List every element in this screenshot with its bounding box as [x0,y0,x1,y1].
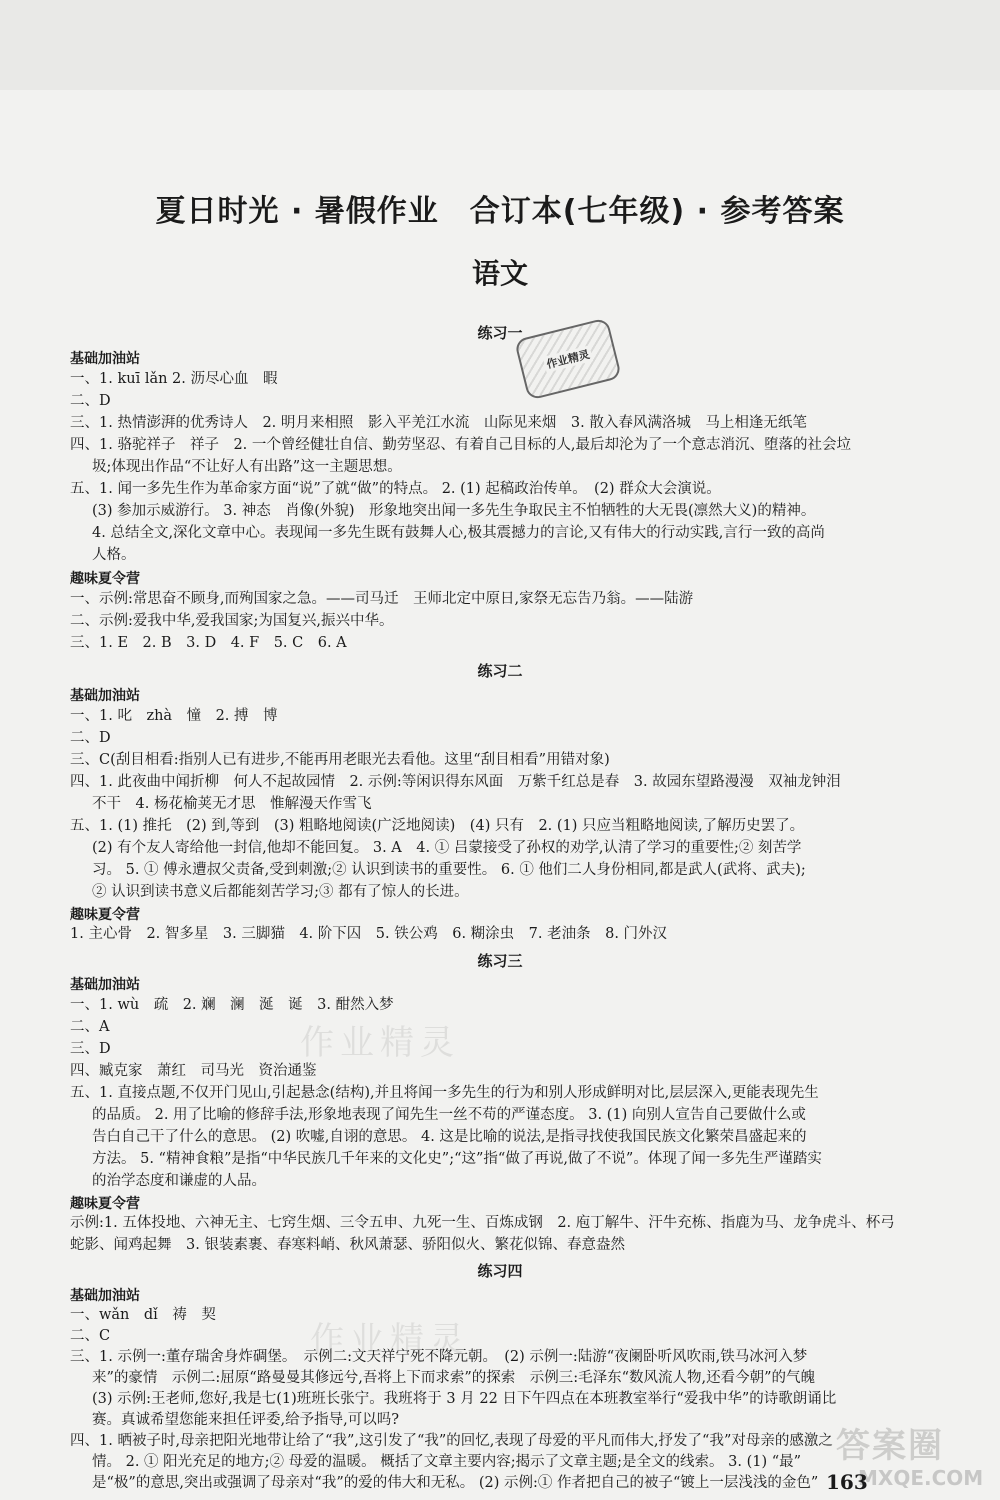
ex2-line: 二、D [70,730,111,746]
page-number: 163 [826,1470,868,1494]
exercise-3-title: 练习三 [477,952,523,970]
exercise-3-fun-heading: 趣味夏令营 [70,1196,140,1212]
ex3-line: 二、A [70,1019,110,1035]
ex3-line: 的治学态度和谦虚的人品。 [92,1173,266,1189]
watermark-center: 作业精灵 [300,1023,460,1063]
ex3-fun-line: 蛇影、闻鸡起舞 3. 银装素裹、春寒料峭、秋风萧瑟、骄阳似火、繁花似锦、春意盎然 [70,1237,625,1253]
ex1-line: 圾;体现出作品“不让好人有出路”这一主题思想。 [92,459,402,475]
ex1-line: 四、1. 骆驼祥子 祥子 2. 一个曾经健壮自信、勤劳坚忍、有着自己目标的人,最后却沦为了一个意志消沉、堕落的社会垃 [70,437,851,453]
ex3-line: 告白自己干了什么的意思。 (2) 吹嘘,自诩的意思。 4. 这是比喻的说法,是指寻找使我国民族文化繁荣昌盛起来的 [92,1129,807,1145]
ex3-line: 四、臧克家 萧红 司马光 资治通鉴 [70,1063,317,1079]
ex3-line: 方法。 5. “精神食粮”是指“中华民族几千年来的文化史”;“这”指“做了再说,做了不说”。体现了闻一多先生严谨踏实 [92,1151,822,1167]
ex3-line: 的品质。 2. 用了比喻的修辞手法,形象地表现了闻先生一丝不苟的严谨态度。 3. (1) 向别人宣告自己要做什么或 [92,1107,806,1123]
exercise-4-title: 练习四 [477,1262,523,1280]
ex2-fun-line: 1. 主心骨 2. 智多星 3. 三脚猫 4. 阶下囚 5. 铁公鸡 6. 糊涂虫 7. 老油条 8. 门外汉 [70,926,668,942]
watermark-lower: 作业精灵 [310,1320,470,1360]
ex4-line: 赛。真诚希望您能来担任评委,给予指导,可以吗? [92,1412,399,1428]
exercise-3-basic-heading: 基础加油站 [70,977,140,993]
ex2-line: 三、C(刮目相看:指别人已有进步,不能再用老眼光去看他。这里“刮目相看”用错对象) [70,752,610,768]
ex1-line: 三、1. 热情澎湃的优秀诗人 2. 明月来相照 影入平羌江水流 山际见来烟 3. 散入春风满洛城 马上相逢无纸笔 [70,415,807,431]
stamp-text: 作业精灵 [543,345,593,372]
ex1-fun-line: 一、示例:常思奋不顾身,而殉国家之急。——司马迁 王师北定中原日,家祭无忘告乃翁。——陆游 [70,591,694,607]
ex2-line: 习。 5. ① 傅永遭叔父责备,受到刺激;② 认识到读书的重要性。 6. ① 他们二人身份相同,都是武人(武将、武夫); [92,862,806,878]
ex3-line: 三、D [70,1041,111,1057]
exercise-1-basic-heading: 基础加油站 [70,351,140,367]
exercise-1-fun-heading: 趣味夏令营 [70,571,140,587]
ex1-line: 五、1. 闻一多先生作为革命家方面“说”了就“做”的特点。 2. (1) 起稿政治传单。 (2) 群众大会演说。 [70,481,721,497]
ex1-fun-line: 三、1. E 2. B 3. D 4. F 5. C 6. A [70,635,347,651]
exercise-2-title: 练习二 [477,662,523,680]
ex4-line: 情。 2. ① 阳光充足的地方;② 母爱的温暖。 概括了文章主要内容;揭示了文章主题;是全文的线索。 3. (1) “最” [92,1454,802,1470]
exercise-2-fun-heading: 趣味夏令营 [70,907,140,923]
ex4-line: 来”的豪情 示例二:屈原“路曼曼其修远兮,吾将上下而求索”的探索 示例三:毛泽东“数风流人物,还看今朝”的气魄 [92,1370,816,1386]
ex1-line: 一、1. kuī lǎn 2. 沥尽心血 暇 [70,371,278,387]
ex2-line: 不干 4. 杨花榆荚无才思 惟解漫天作雪飞 [92,796,372,812]
ex4-line: 二、C [70,1328,111,1344]
page-title: 夏日时光 · 暑假作业 合订本(七年级) · 参考答案 [155,194,845,229]
exercise-4-basic-heading: 基础加油站 [70,1288,140,1304]
ex2-line: 一、1. 叱 zhà 憧 2. 搏 博 [70,708,278,724]
ex4-line: 四、1. 晒被子时,母亲把阳光地带让给了“我”,这引发了“我”的回忆,表现了母爱的平凡而伟大,抒发了“我”对母亲的感激之 [70,1433,833,1449]
ex4-line: 三、1. 示例一:董存瑞舍身炸碉堡。 示例二:文天祥宁死不降元朝。 (2) 示例一:陆游“夜阑卧听风吹雨,铁马冰河入梦 [70,1349,808,1365]
ex2-line: (2) 有个友人寄给他一封信,他却不能回复。 3. A 4. ① 吕蒙接受了孙权的劝学,认清了学习的重要性;② 刻苦学 [92,840,802,856]
ex3-line: 五、1. 直接点题,不仅开门见山,引起悬念(结构),并且将闻一多先生的行为和别人形成鲜明对比,层层深入,更能表现先生 [70,1085,819,1101]
ex4-line: (3) 示例:王老师,您好,我是七(1)班班长张宁。我班将于 3 月 22 日下午四点在本班教室举行“爱我中华”的诗歌朗诵比 [92,1391,837,1407]
ex3-fun-line: 示例:1. 五体投地、六神无主、七窍生烟、三令五申、九死一生、百炼成钢 2. 庖丁解牛、汗牛充栋、指鹿为马、龙争虎斗、杯弓 [70,1215,895,1231]
subject-heading: 语文 [471,257,528,290]
ex1-fun-line: 二、示例:爱我中华,爱我国家;为国复兴,振兴中华。 [70,613,394,629]
ex4-line: 是“极”的意思,突出或强调了母亲对“我”的爱的伟大和无私。 (2) 示例:① 作者把自己的被子“镀上一层浅浅的金色” [92,1475,819,1491]
ex2-line: 五、1. (1) 推托 (2) 到,等到 (3) 粗略地阅读(广泛地阅读) (4) 只有 2. (1) 只应当粗略地阅读,了解历史罢了。 [70,818,805,834]
ex1-line: 人格。 [92,547,136,563]
exercise-1-title: 练习一 [477,324,523,342]
ex1-line: (3) 参加示威游行。 3. 神态 肖像(外貌) 形象地突出闻一多先生争取民主不怕牺牲的大无畏(凛然大义)的精神。 [92,503,816,519]
ex1-line: 4. 总结全文,深化文章中心。表现闻一多先生既有鼓舞人心,极其震撼力的言论,又有伟大的行动实践,言行一致的高尚 [92,525,825,541]
exercise-2-basic-heading: 基础加油站 [70,688,140,704]
ex2-line: ② 认识到读书意义后都能刻苦学习;③ 都有了惊人的长进。 [92,884,469,900]
ex4-line: 一、wǎn dǐ 祷 契 [70,1307,216,1323]
watermark-url: MXQE.COM [858,1466,984,1490]
ex2-line: 四、1. 此夜曲中闻折柳 何人不起故园情 2. 示例:等闲识得东风面 万紫千红总是春 3. 故园东望路漫漫 双袖龙钟泪 [70,774,841,790]
ex1-line: 二、D [70,393,111,409]
watermark-corner-logo: 答案圈 [836,1426,944,1466]
ex3-line: 一、1. wù 疏 2. 斓 澜 涎 诞 3. 酣然入梦 [70,997,394,1013]
